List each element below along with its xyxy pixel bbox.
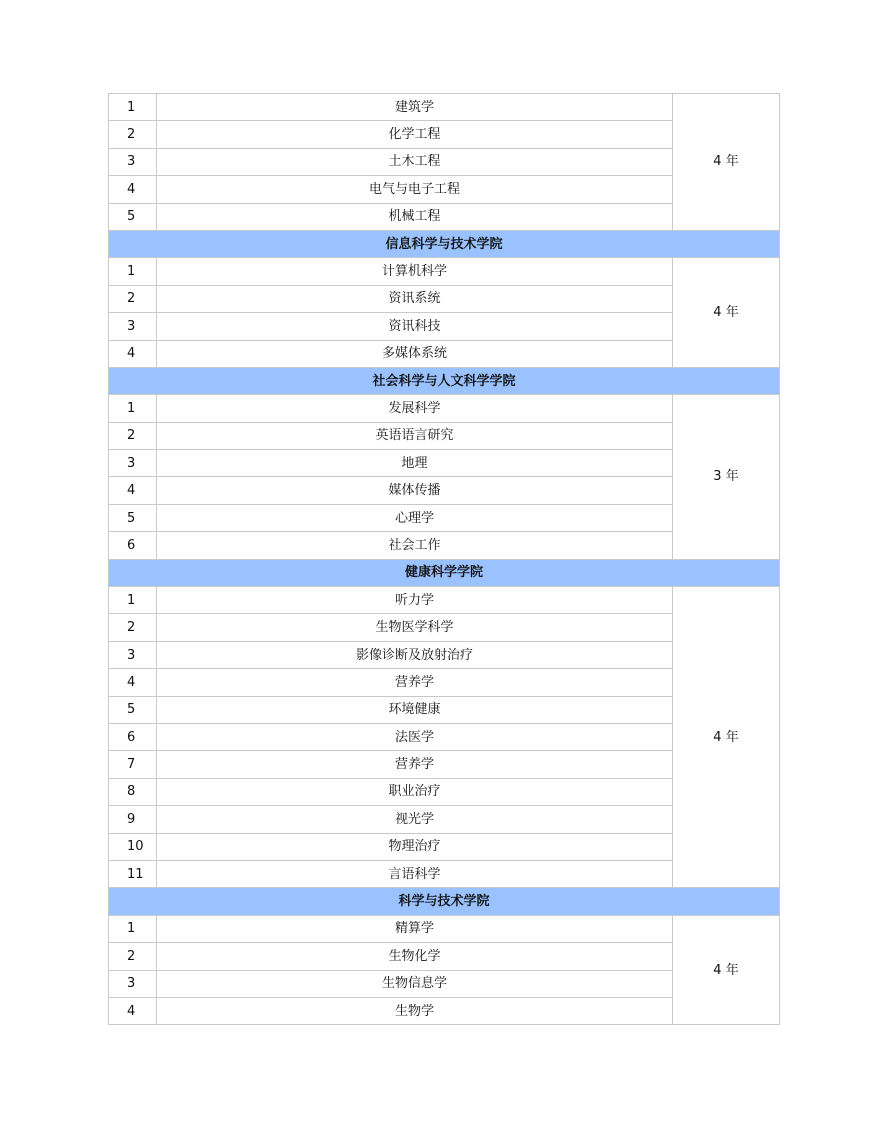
program-name: 营养学 <box>157 751 673 778</box>
row-number: 2 <box>109 422 157 449</box>
program-name: 心理学 <box>157 504 673 531</box>
row-number: 1 <box>109 94 157 121</box>
row-number: 1 <box>109 587 157 614</box>
row-number: 5 <box>109 203 157 230</box>
program-name: 法医学 <box>157 723 673 750</box>
row-number: 10 <box>109 833 157 860</box>
row-number: 5 <box>109 696 157 723</box>
section-header-row <box>109 559 780 586</box>
program-name: 影像诊断及放射治疗 <box>157 641 673 668</box>
row-number: 3 <box>109 970 157 997</box>
program-name: 听力学 <box>157 587 673 614</box>
table-row <box>109 587 780 614</box>
section-header: 健康科学学院 <box>109 559 780 586</box>
section-header-row <box>109 367 780 394</box>
row-number: 2 <box>109 285 157 312</box>
programs-table <box>108 93 780 1025</box>
row-number: 1 <box>109 395 157 422</box>
table-row <box>109 94 780 121</box>
row-number: 7 <box>109 751 157 778</box>
row-number: 1 <box>109 915 157 942</box>
program-name: 地理 <box>157 450 673 477</box>
program-name: 生物化学 <box>157 943 673 970</box>
row-number: 5 <box>109 504 157 531</box>
program-name: 资讯科技 <box>157 313 673 340</box>
programs-table-body <box>109 94 780 1025</box>
program-name: 营养学 <box>157 669 673 696</box>
row-number: 9 <box>109 806 157 833</box>
row-number: 2 <box>109 121 157 148</box>
program-name: 生物信息学 <box>157 970 673 997</box>
row-number: 3 <box>109 450 157 477</box>
row-number: 2 <box>109 614 157 641</box>
row-number: 3 <box>109 641 157 668</box>
table-row <box>109 395 780 422</box>
row-number: 6 <box>109 723 157 750</box>
row-number: 1 <box>109 258 157 285</box>
section-header-row <box>109 230 780 257</box>
program-duration: 3 年 <box>673 395 780 559</box>
row-number: 4 <box>109 997 157 1024</box>
program-name: 建筑学 <box>157 94 673 121</box>
table-row <box>109 258 780 285</box>
program-name: 生物学 <box>157 997 673 1024</box>
program-name: 资讯系统 <box>157 285 673 312</box>
section-header: 科学与技术学院 <box>109 888 780 915</box>
row-number: 8 <box>109 778 157 805</box>
row-number: 11 <box>109 860 157 887</box>
program-name: 媒体传播 <box>157 477 673 504</box>
row-number: 2 <box>109 943 157 970</box>
program-name: 社会工作 <box>157 532 673 559</box>
program-name: 环境健康 <box>157 696 673 723</box>
section-header-row <box>109 888 780 915</box>
program-duration: 4 年 <box>673 587 780 888</box>
row-number: 6 <box>109 532 157 559</box>
program-name: 土木工程 <box>157 148 673 175</box>
program-name: 发展科学 <box>157 395 673 422</box>
program-name: 物理治疗 <box>157 833 673 860</box>
program-duration: 4 年 <box>673 915 780 1025</box>
row-number: 3 <box>109 313 157 340</box>
program-name: 机械工程 <box>157 203 673 230</box>
program-name: 视光学 <box>157 806 673 833</box>
row-number: 4 <box>109 669 157 696</box>
program-name: 计算机科学 <box>157 258 673 285</box>
row-number: 4 <box>109 176 157 203</box>
program-name: 精算学 <box>157 915 673 942</box>
row-number: 3 <box>109 148 157 175</box>
program-duration: 4 年 <box>673 258 780 368</box>
program-name: 生物医学科学 <box>157 614 673 641</box>
row-number: 4 <box>109 340 157 367</box>
section-header: 社会科学与人文科学学院 <box>109 367 780 394</box>
program-name: 电气与电子工程 <box>157 176 673 203</box>
section-header: 信息科学与技术学院 <box>109 230 780 257</box>
table-row <box>109 915 780 942</box>
program-name: 化学工程 <box>157 121 673 148</box>
row-number: 4 <box>109 477 157 504</box>
program-duration: 4 年 <box>673 94 780 231</box>
program-name: 言语科学 <box>157 860 673 887</box>
program-name: 英语语言研究 <box>157 422 673 449</box>
program-name: 多媒体系统 <box>157 340 673 367</box>
program-name: 职业治疗 <box>157 778 673 805</box>
